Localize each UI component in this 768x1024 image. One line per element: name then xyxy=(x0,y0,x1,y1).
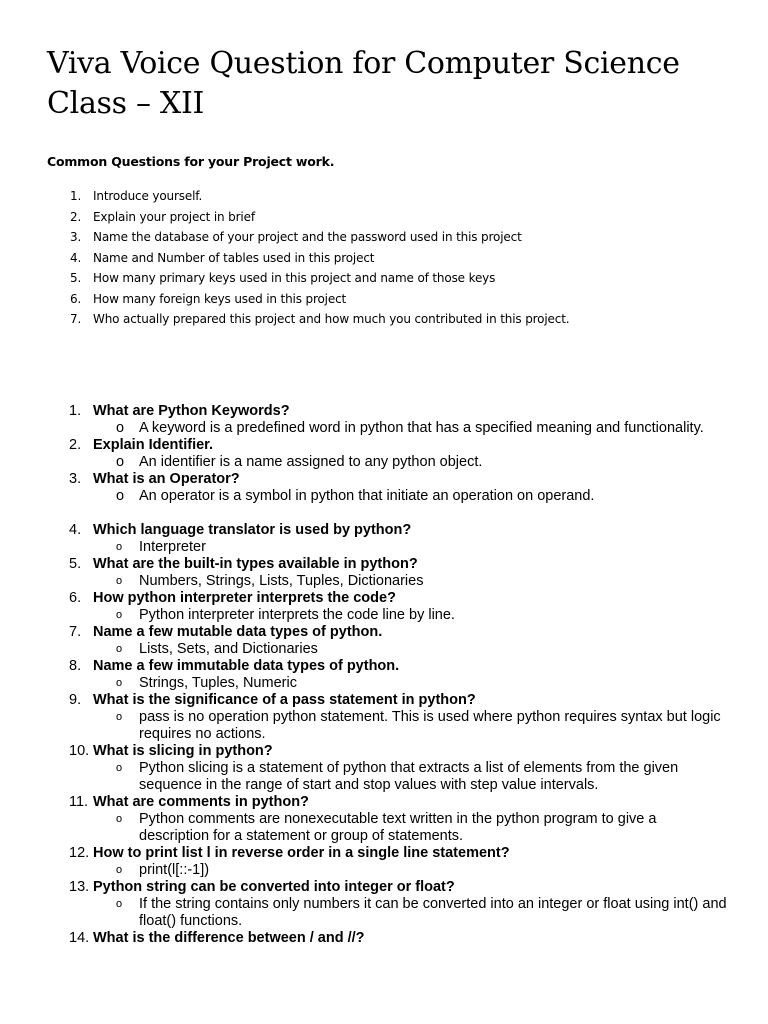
answer xyxy=(69,760,749,794)
question-number: 7. xyxy=(69,624,82,640)
page-title: Viva Voice Question for Computer Science Class – XII xyxy=(47,46,680,121)
question-text: How to print list l in reverse order in a single line statement? xyxy=(93,845,510,861)
question-text: How python interpreter interprets the code? xyxy=(93,590,396,606)
question-text: Which language translator is used by python? xyxy=(93,522,412,538)
answer xyxy=(69,607,749,624)
question-number: 8. xyxy=(69,658,82,674)
answer xyxy=(69,488,749,505)
bullet-marker: o xyxy=(116,541,123,553)
bullet-marker: o xyxy=(116,488,125,504)
item-text: Name the database of your project and the password used in this project xyxy=(93,230,522,244)
bullet-marker: o xyxy=(116,609,123,621)
project-question-list xyxy=(70,187,569,331)
bullet-marker: o xyxy=(116,711,123,723)
project-question-item xyxy=(70,228,569,249)
question-number: 12. xyxy=(69,845,90,861)
answer-text: print(l[::-1]) xyxy=(139,862,210,878)
item-text: How many primary keys used in this project and name of those keys xyxy=(93,271,496,285)
project-question-item xyxy=(70,208,569,229)
item-text: Explain your project in brief xyxy=(93,209,255,224)
bullet-marker: o xyxy=(116,454,125,470)
bullet-marker: o xyxy=(116,813,123,825)
answer xyxy=(69,811,749,845)
answer-text: An operator is a symbol in python that initiate an operation on operand. xyxy=(139,488,595,504)
question-item xyxy=(69,794,749,845)
answer-text: Python comments are nonexecutable text written in the python program to give a description for a statement or group of statements. xyxy=(139,811,657,844)
question-number: 14. xyxy=(69,930,90,946)
item-text: How many foreign keys used in this project xyxy=(93,291,347,306)
answer xyxy=(69,539,749,556)
question-text: What is slicing in python? xyxy=(93,743,273,759)
question-number: 11. xyxy=(69,794,89,810)
question-text: What is an Operator? xyxy=(93,471,240,487)
item-number: 1. xyxy=(70,189,82,203)
question-text: What are Python Keywords? xyxy=(93,403,290,419)
question-number: 1. xyxy=(69,403,82,419)
answer xyxy=(69,573,749,590)
answer-text: Lists, Sets, and Dictionaries xyxy=(139,641,318,657)
question-item xyxy=(69,658,749,692)
question-item xyxy=(69,403,749,437)
question-text: Explain Identifier. xyxy=(93,437,214,453)
project-question-item xyxy=(70,290,569,311)
bullet-marker: o xyxy=(116,898,123,910)
question-item xyxy=(69,590,749,624)
project-question-item xyxy=(70,269,569,290)
question-text: Python string can be converted into integer or float? xyxy=(93,879,455,895)
project-question-item xyxy=(70,187,569,208)
question-number: 4. xyxy=(69,522,82,538)
question-text: What is the difference between / and //? xyxy=(93,930,365,946)
item-text: Who actually prepared this project and how much you contributed in this project. xyxy=(93,312,570,326)
python-question-list xyxy=(69,403,749,947)
answer-text: Numbers, Strings, Lists, Tuples, Dictionaries xyxy=(139,573,424,589)
question-number: 3. xyxy=(69,471,82,487)
question-text: Name a few immutable data types of python. xyxy=(93,658,400,674)
question-text: What is the significance of a pass statement in python? xyxy=(93,692,476,708)
section-subtitle: Common Questions for your Project work. xyxy=(47,154,335,169)
answer xyxy=(69,862,749,879)
item-text: Name and Number of tables used in this project xyxy=(93,250,375,265)
item-number: 5. xyxy=(70,271,82,285)
question-text: What are comments in python? xyxy=(93,794,309,810)
question-item xyxy=(69,879,749,930)
answer-text: If the string contains only numbers it can be converted into an integer or float using int() and float() functions. xyxy=(139,896,727,929)
answer-text: Strings, Tuples, Numeric xyxy=(139,675,297,691)
answer-text: Python slicing is a statement of python that extracts a list of elements from the given sequence in the range of start and stop values with step value intervals. xyxy=(139,760,679,793)
question-number: 13. xyxy=(69,879,90,895)
question-number: 6. xyxy=(69,590,82,606)
question-number: 10. xyxy=(69,743,90,759)
answer-text: Python interpreter interprets the code line by line. xyxy=(139,607,455,623)
question-item xyxy=(69,845,749,879)
answer xyxy=(69,709,749,743)
question-item xyxy=(69,471,749,505)
answer xyxy=(69,420,749,437)
answer xyxy=(69,454,749,471)
question-number: 5. xyxy=(69,556,82,572)
bullet-marker: o xyxy=(116,420,125,436)
item-number: 2. xyxy=(70,209,82,224)
question-item xyxy=(69,522,749,556)
answer-text: pass is no operation python statement. This is used where python requires syntax but logic requires no actions. xyxy=(139,709,721,742)
bullet-marker: o xyxy=(116,864,123,876)
question-text: Name a few mutable data types of python. xyxy=(93,624,383,640)
question-number: 2. xyxy=(69,437,82,453)
question-item xyxy=(69,930,749,947)
bullet-marker: o xyxy=(116,575,123,587)
question-item xyxy=(69,437,749,471)
bullet-marker: o xyxy=(116,677,123,689)
item-number: 7. xyxy=(70,312,82,326)
project-question-item xyxy=(70,310,569,331)
answer-text: An identifier is a name assigned to any python object. xyxy=(139,454,483,470)
question-item xyxy=(69,692,749,743)
bullet-marker: o xyxy=(116,643,123,655)
item-number: 6. xyxy=(70,291,82,306)
item-text: Introduce yourself. xyxy=(93,189,203,203)
answer xyxy=(69,896,749,930)
question-number: 9. xyxy=(69,692,82,708)
item-number: 3. xyxy=(70,230,82,244)
question-item xyxy=(69,743,749,794)
item-number: 4. xyxy=(70,250,82,265)
answer-text: Interpreter xyxy=(139,539,206,555)
question-item xyxy=(69,624,749,658)
answer xyxy=(69,641,749,658)
project-question-item xyxy=(70,249,569,270)
answer-text: A keyword is a predefined word in python that has a specified meaning and functionality. xyxy=(139,420,704,436)
answer xyxy=(69,675,749,692)
question-text: What are the built-in types available in python? xyxy=(93,556,418,572)
question-item xyxy=(69,556,749,590)
bullet-marker: o xyxy=(116,762,123,774)
